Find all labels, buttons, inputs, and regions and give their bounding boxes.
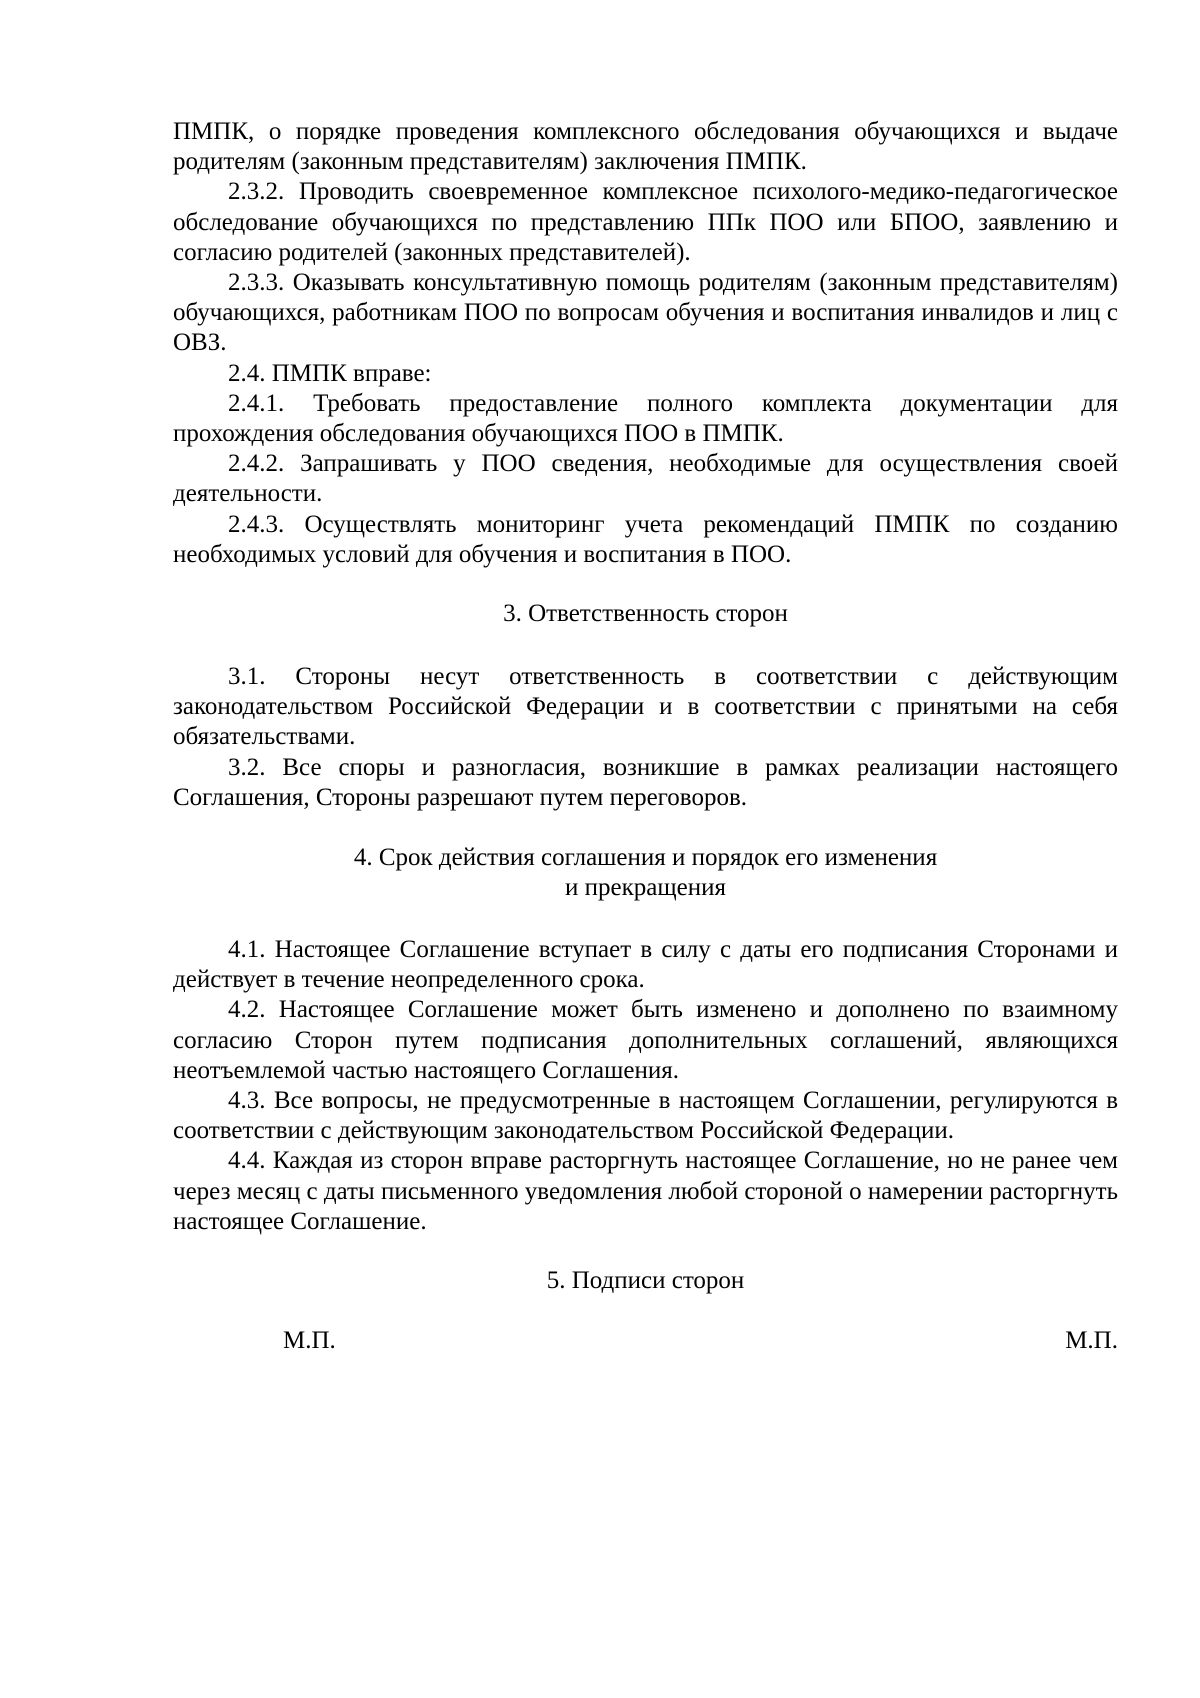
paragraph-2-4: 2.4. ПМПК вправе: xyxy=(228,359,432,387)
section-4-heading-line-2: и прекращения xyxy=(565,874,726,902)
section-5-heading: 5. Подписи сторон xyxy=(546,1267,745,1294)
section-3-heading: 3. Ответственность сторон xyxy=(503,600,788,627)
paragraph-4-3: 4.3. Все вопросы, не предусмотренные в настоящем Соглашении, регулируются в соответствии с действующим законодательством Российской Федерации. xyxy=(173,1087,1118,1145)
section-5-heading-block xyxy=(173,1266,1118,1296)
paragraph-2-4-1: 2.4.1. Требовать предоставление полного комплекта документации для прохождения обследования обучающихся ПОО в ПМПК. xyxy=(173,389,1118,448)
paragraph-pmpk-procedure: ПМПК, о порядке проведения комплексного обследования обучающихся и выдаче родителям (законным представителям) заключения ПМПК. xyxy=(173,118,1118,176)
paragraph-4-1: 4.1. Настоящее Соглашение вступает в силу с даты его подписания Сторонами и действует в течение неопределенного срока. xyxy=(173,936,1118,994)
paragraph-2-3-3: 2.3.3. Оказывать консультативную помощь родителям (законным представителям) обучающихся, работникам ПОО по вопросам обучения и воспитания инвалидов и лиц с ОВЗ. xyxy=(173,269,1118,357)
paragraph-2-3-2: 2.3.2. Проводить своевременное комплексное психолого-медико-педагогическое обследование обучающихся по представлению ППк ПОО или БПОО, заявлению и согласию родителей (законных представителей). xyxy=(173,178,1118,266)
paragraph-4-4: 4.4. Каждая из сторон вправе расторгнуть настоящее Соглашение, но не ранее чем через месяц с даты письменного уведомления любой стороной о намерении расторгнуть настоящее Соглашение. xyxy=(173,1147,1118,1235)
paragraph-3-2: 3.2. Все споры и разногласия, возникшие в рамках реализации настоящего Соглашения, Стороны разрешают путем переговоров. xyxy=(173,753,1118,811)
section-3-heading-block xyxy=(173,599,1118,629)
section-4-heading-line-1: 4. Срок действия соглашения и порядок его изменения xyxy=(353,844,938,871)
paragraph-4-2: 4.2. Настоящее Соглашение может быть изменено и дополнено по взаимному согласию Сторон путем подписания дополнительных соглашений, являющихся неотъемлемой частью настоящего Соглашения. xyxy=(173,996,1118,1084)
section-3-body xyxy=(173,662,1118,813)
paragraph-2-4-3: 2.4.3. Осуществлять мониторинг учета рекомендаций ПМПК по созданию необходимых условий для обучения и воспитания в ПОО. xyxy=(173,510,1118,568)
section-4-body xyxy=(173,935,1118,1237)
section-4-heading-block xyxy=(173,843,1118,903)
seal-placeholder-left: М.П. xyxy=(283,1327,336,1354)
paragraph-3-1: 3.1. Стороны несут ответственность в соответствии с действующим законодательством Российской Федерации и в соответствии с принятыми на себя обязательствами. xyxy=(173,663,1118,751)
section-2-continued xyxy=(173,117,1118,570)
seal-placeholder-right: М.П. xyxy=(1065,1327,1118,1354)
section-4-heading xyxy=(173,843,1118,903)
paragraph-2-4-2: 2.4.2. Запрашивать у ПОО сведения, необходимые для осуществления своей деятельности. xyxy=(173,450,1118,508)
